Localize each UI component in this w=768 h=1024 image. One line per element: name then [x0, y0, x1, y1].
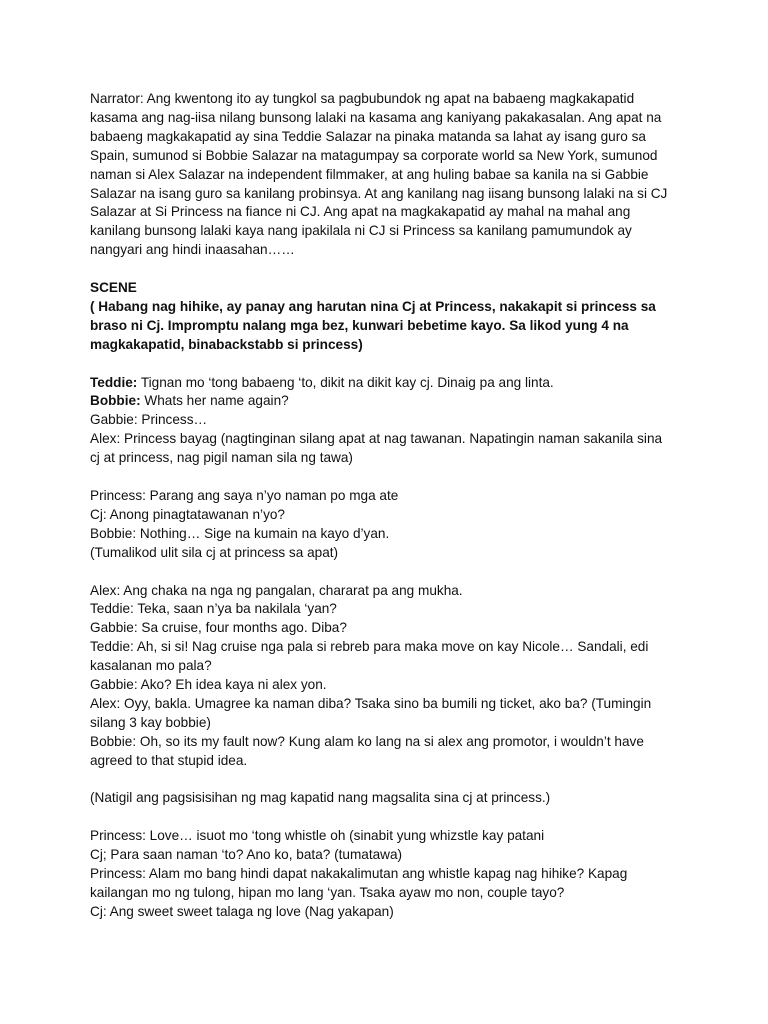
- paragraph-gap: [90, 771, 690, 790]
- document-page: [90, 90, 690, 922]
- bobbie-speaker: Bobbie:: [90, 393, 141, 409]
- bobbie-line: [90, 392, 690, 411]
- scene-direction: ( Habang nag hihike, ay panay ang harutan nina Cj at Princess, nakakapit si princess sa braso ni Cj. Impromptu nalang mga bez, kunwari bebetime kayo. Sa likod yung 4 na magkakapatid, binabackstabb si princess): [90, 298, 656, 352]
- paragraph-gap: [90, 260, 690, 279]
- scene-heading: SCENE: [90, 280, 137, 296]
- teddie-line: [90, 374, 690, 393]
- paragraph-gap: [90, 808, 690, 827]
- paragraph-gap: [90, 468, 690, 487]
- paragraph-gap: [90, 563, 690, 582]
- stage-note: (Natigil ang pagsisisihan ng mag kapatid nang magsalita sina cj at princess.): [90, 790, 551, 806]
- teddie-speaker: Teddie:: [90, 374, 138, 390]
- bobbie-text: Whats her name again?: [140, 393, 289, 409]
- dialogue-block-3: Alex: Ang chaka na nga ng pangalan, chararat pa ang mukha. Teddie: Teka, saan n’ya ba nakilala ‘yan? Gabbie: Sa cruise, four months ago. Diba? Teddie: Ah, si si! Nag cruise nga pala si rebreb para maka move on kay Nicole… Sandali, edi kasalanan mo pala? Gabbie: Ako? Eh idea kaya ni alex yon. Alex: Oyy, bakla. Umagree ka naman diba? Tsaka sino ba bumili ng ticket, ako ba? (Tumingin silang 3 kay bobbie) Bobbie: Oh, so its my fault now? Kung alam ko lang na si alex ang promotor, i wouldn’t have agreed to that stupid idea.: [90, 582, 652, 768]
- teddie-text: Tignan mo ‘tong babaeng ‘to, dikit na dikit kay cj. Dinaig pa ang linta.: [137, 374, 554, 390]
- dialogue-block-1: [90, 374, 690, 469]
- paragraph-gap: [90, 355, 690, 374]
- gabbie-line: Gabbie: Princess…: [90, 412, 208, 428]
- narrator-paragraph: Narrator: Ang kwentong ito ay tungkol sa pagbubundok ng apat na babaeng magkakapatid kasama ang nag-iisa nilang bunsong lalaki na kasama ang kaniyang pakakasalan. Ang apat na babaeng magkakapatid ay sina Teddie Salazar na pinaka matanda sa lahat ay isang guro sa Spain, sumunod si Bobbie Salazar na matagumpay sa corporate world sa New York, sumunod naman si Alex Salazar na independent filmmaker, at ang huling babae sa kanila na si Gabbie Salazar na isang guro sa kanilang probinsya. At ang kanilang nag iisang bunsong lalaki na si CJ Salazar at Si Princess na fiance ni CJ. Ang apat na magkakapatid ay mahal na mahal ang kanilang bunsong lalaki kaya nang ipakilala ni CJ si Princess sa kanilang pamumundok ay nangyari ang hindi inaasahan……: [90, 91, 668, 258]
- dialogue-block-2: Princess: Parang ang saya n’yo naman po mga ate Cj: Anong pinagtatawanan n’yo? Bobbie: Nothing… Sige na kumain na kayo d’yan. (Tumalikod ulit sila cj at princess sa apat): [90, 487, 399, 560]
- alex-line: Alex: Princess bayag (nagtinginan silang apat at nag tawanan. Napatingin naman sakanila sina cj at princess, nag pigil naman sila ng tawa): [90, 431, 663, 466]
- dialogue-block-4: Princess: Love… isuot mo ‘tong whistle oh (sinabit yung whizstle kay patani Cj; Para saan naman ‘to? Ano ko, bata? (tumatawa) Princess: Alam mo bang hindi dapat nakakalimutan ang whistle kapag nag hihike? Kapag kailangan mo ng tulong, hipan mo lang ‘yan. Tsaka ayaw mo non, couple tayo? Cj: Ang sweet sweet talaga ng love (Nag yakapan): [90, 828, 628, 919]
